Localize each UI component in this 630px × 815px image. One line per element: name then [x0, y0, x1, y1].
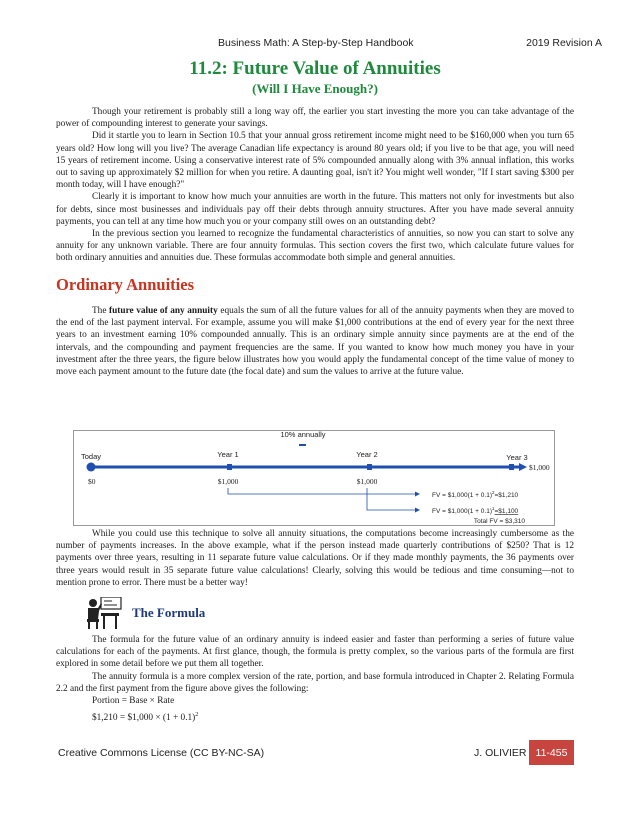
formula-paragraph: The formula for the future value of an ordinary annuity is indeed easier and faster than performing a series of future value calculations for each of the payments. At first glance, though, the formula is pretty complex, so the various parts of the formula are first explored in some detail before we put them all together. — [56, 635, 574, 670]
label-year2: Year 2 — [356, 450, 378, 459]
page-title: 11.2: Future Value of Annuities — [189, 58, 441, 79]
page-number-badge: 11-455 — [529, 740, 574, 765]
fv-calc-1: FV = $1,000(1 + 0.1)$^2$=$1,210 — [432, 490, 519, 499]
formula-heading: The Formula — [132, 605, 206, 620]
label-year1: Year 1 — [217, 450, 239, 459]
intro-text — [56, 106, 574, 265]
fv-calc-2: FV = $1,000(1 + 0.1)$^1$=$1,100 — [432, 506, 519, 515]
rate-marker — [299, 444, 306, 446]
after-figure-text — [56, 528, 574, 589]
amount-today: $0 — [88, 477, 96, 486]
amount-year1: $1,000 — [217, 477, 239, 486]
timeline-figure — [73, 430, 555, 526]
amount-year3: $1,000 — [529, 463, 550, 472]
intro-paragraph: Though your retirement is probably still a long way off, the earlier you start investing the more you can take advantage of the power of compounding interest to generate your savings. — [56, 107, 574, 130]
footer-license: Creative Commons License (CC BY-NC-SA) — [58, 747, 265, 759]
header-book-title: Business Math: A Step-by-Step Handbook — [218, 37, 414, 49]
intro-paragraph: In the previous section you learned to recognize the fundamental characteristics of annuities, so now you can start to solve any annuity for any unknown variable. There are four annuity formulas. This section covers the first two, which calculate future values for both ordinary annuities and annuities due. These formulas accommodate both simple and general annuities. — [56, 229, 574, 264]
ordinary-text — [56, 305, 574, 378]
amount-year2: $1,000 — [356, 477, 378, 486]
intro-paragraph: Did it startle you to learn in Section 10.5 that your annual gross retirement income might need to be $160,000 when you turn 65 years old? How long will you live? The average Canadian life expectancy is around 80 years old; if you live to be that age, you will need 15 years of retirement income. Using a conservative interest rate of 5% compounded annually along with 3% annual inflation, this works out to saving up approximately $2 million for when you retire. A daunting goal, isn't it? You might well wonder, "If I start saving $300 per month today, will I have enough?" — [56, 131, 574, 191]
fv-total: Total FV = $3,310 — [473, 518, 525, 525]
formula-line-1: Portion = Base × Rate — [92, 696, 175, 706]
label-today: Today — [81, 452, 102, 461]
footer-author: J. OLIVIER — [474, 747, 527, 759]
intro-paragraph: Clearly it is important to know how much your annuities are worth in the future. This matters not only for investments but also for debts, since most businesses and individuals pay off their debts through annuity structures. After you have made several annuity payments, you can tell at any time how much you or your company still owes on an outstanding debt? — [56, 192, 574, 227]
formula-paragraph: The annuity formula is a more complex version of the rate, portion, and base formula introduced in Chapter 2. Relating Formula 2.2 and the first payment from the figure above gives the following: — [56, 671, 574, 694]
page-subtitle: (Will I Have Enough?) — [252, 81, 378, 96]
formula-line-2: $1,210 = $1,000 × $(1 + 0.1)^2$ — [92, 712, 199, 724]
timeline-start-dot — [87, 463, 96, 472]
after-figure-paragraph: While you could use this technique to solve all annuity situations, the computations become increasingly cumbersome as the number of payments increases. In the above example, what if the person instead made quarterly contributions of $250? That is 12 payments over three years, resulting in 11 separate future value calculations. Or if they made monthly payments, the 36 payments over three years would result in 35 separate future value calculations! Clearly, solving this would be tedious and time consuming—not to mention prone to error. There must be a better way! — [56, 529, 574, 588]
formula-text — [56, 634, 574, 695]
section-heading: Ordinary Annuities — [56, 275, 194, 294]
rate-label: 10% annually — [280, 430, 326, 439]
ordinary-paragraph: The future value of any annuity equals the sum of all the future values for all of the annuity payments when they are moved to the end of the last payment interval. For example, assume you will make $1,000 contributions at the end of every year for the next three years to an investment earning 10% compounded annually. This is an ordinary simple annuity since payments are at the end of the intervals, and the compounding and payment frequencies are the same. If you wanted to know how much money you have in your investment after the three years, the figure below illustrates how you would apply the fundamental concept of the time value of money to move each payment amount to the future date (the focal date) and sum the values to arrive at the future value. — [56, 306, 575, 378]
timeline-svg — [73, 430, 555, 526]
header-revision: 2019 Revision A — [526, 37, 602, 49]
key-term: future value of any annuity — [109, 306, 218, 316]
label-year3: Year 3 — [506, 453, 528, 462]
teacher-icon — [85, 597, 123, 629]
